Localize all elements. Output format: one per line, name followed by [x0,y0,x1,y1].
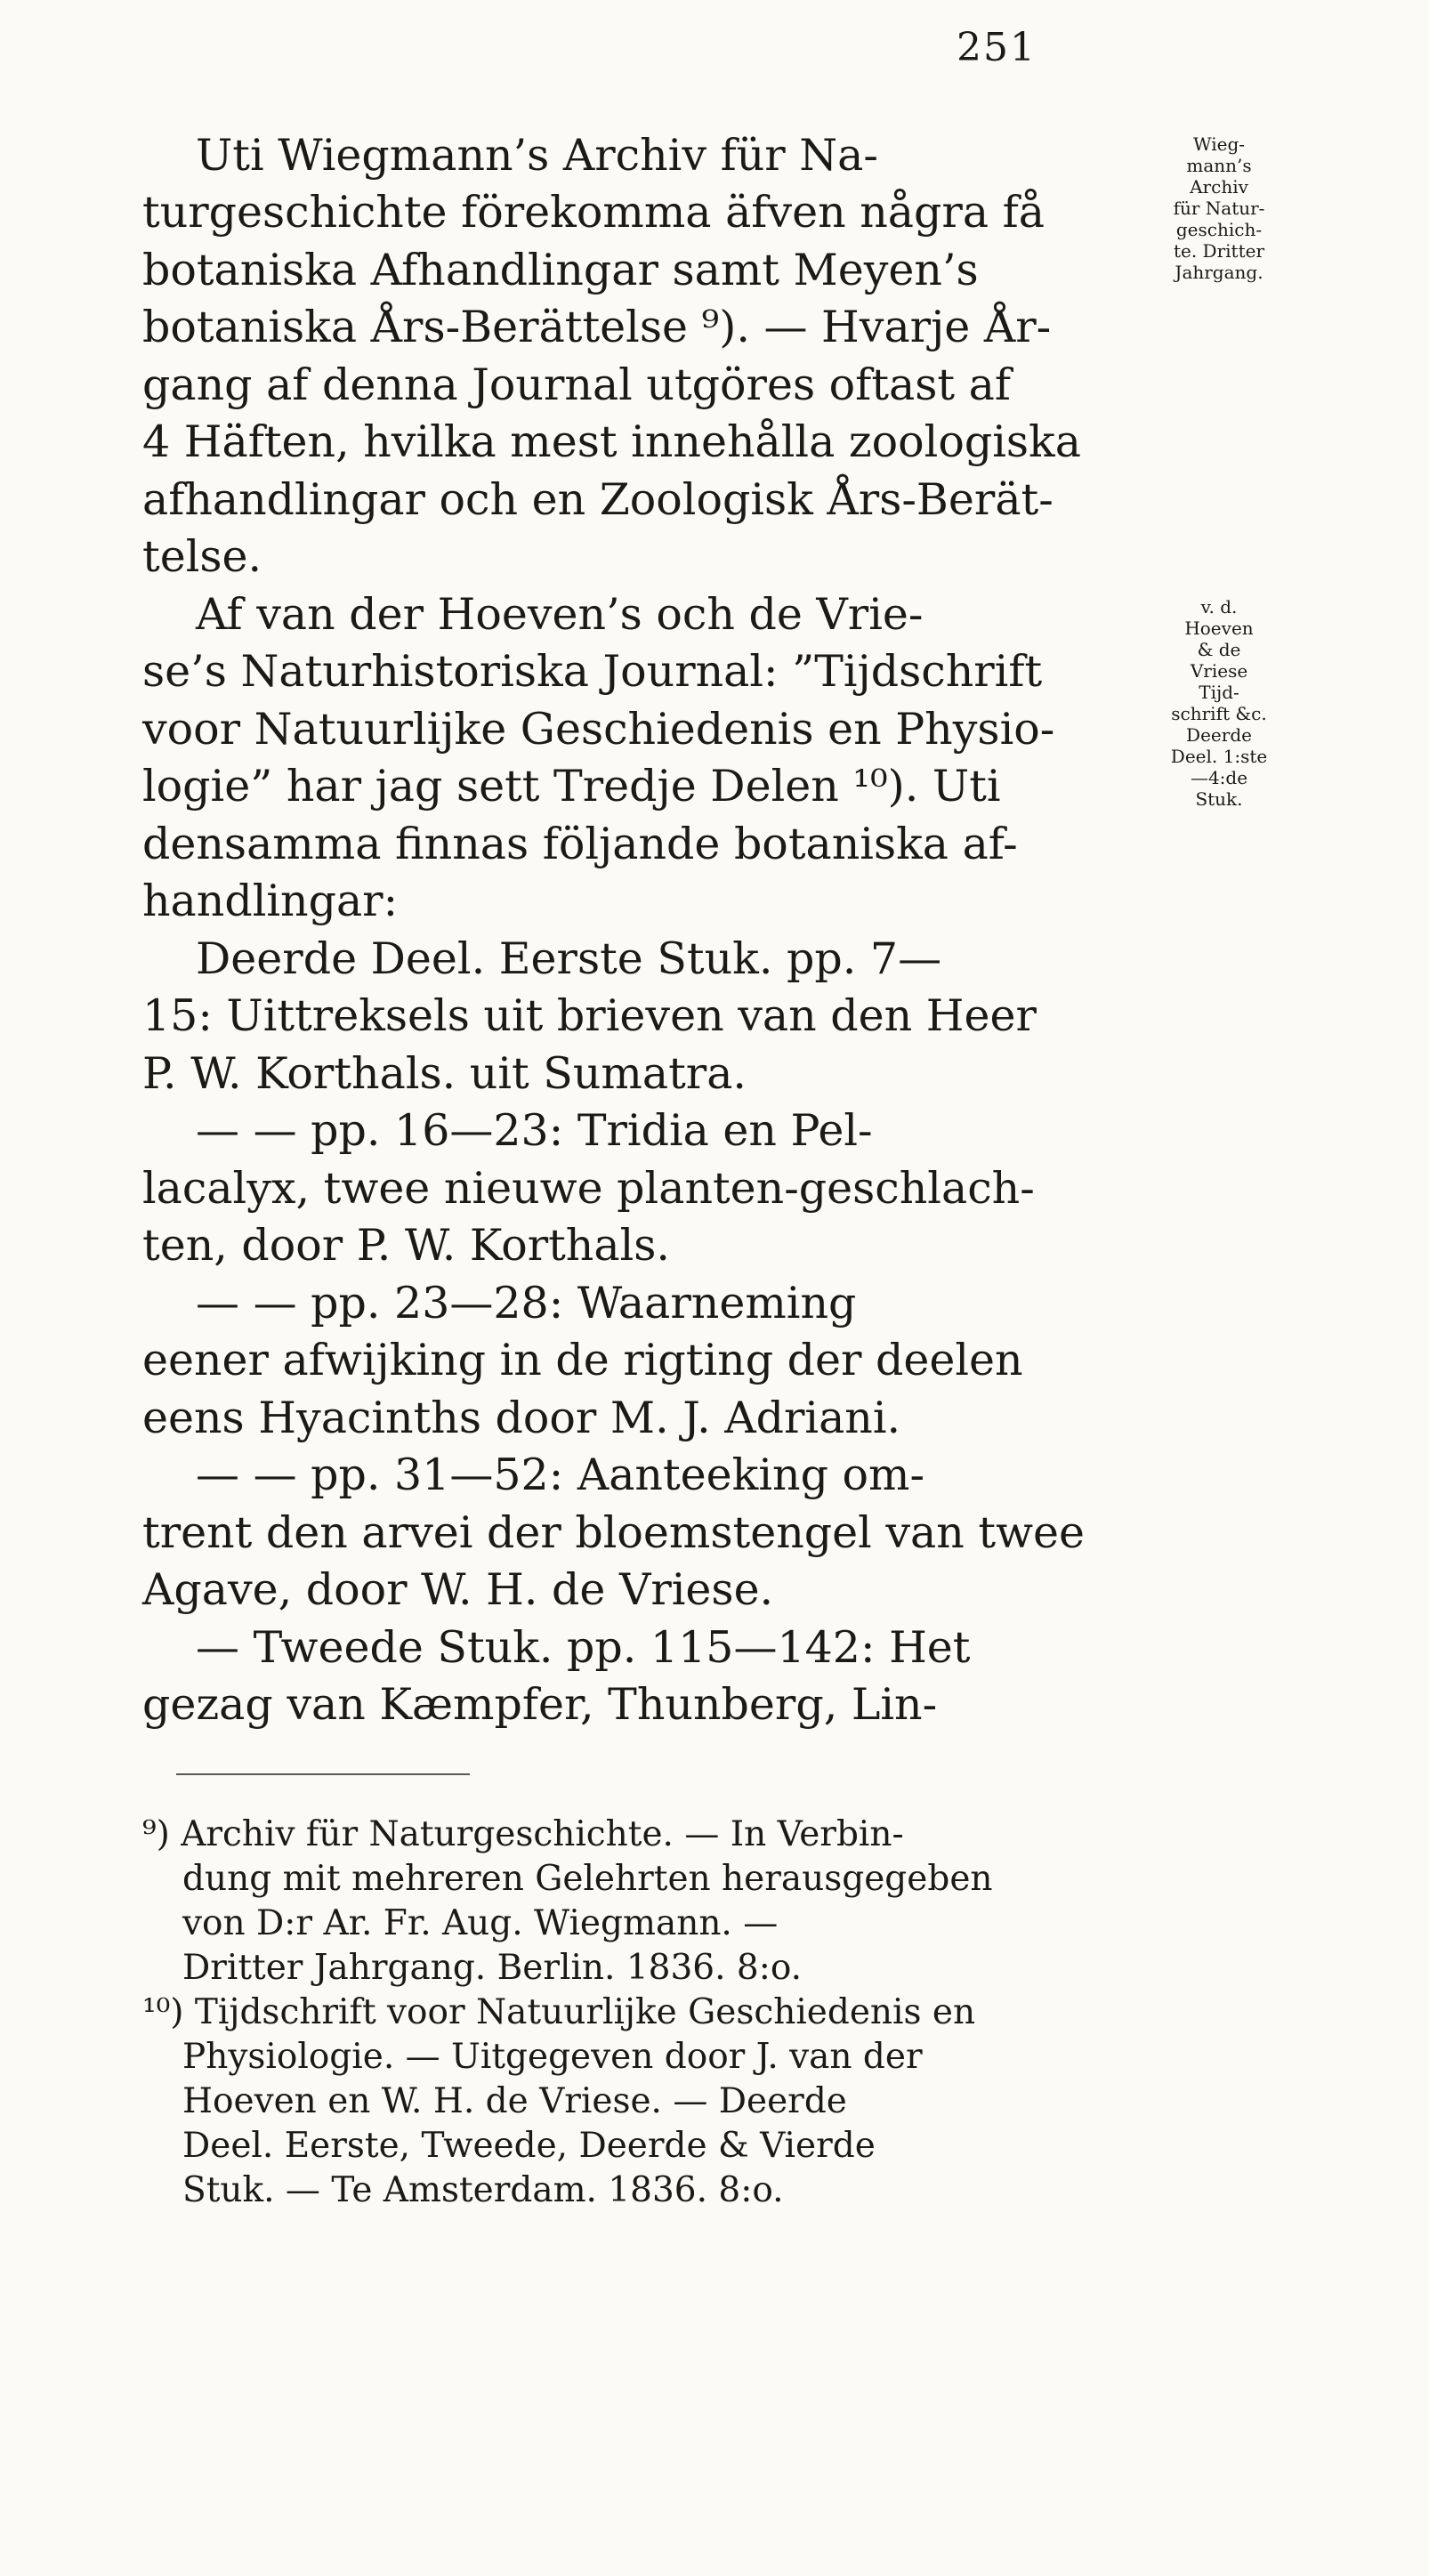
body-line: voor Natuurlijke Geschiedenis en Physio- [142,704,1055,755]
body-line: telse. [142,531,262,582]
body-line: Deerde Deel. Eerste Stuk. pp. 7— [196,933,942,984]
footnote-separator [176,1773,470,1775]
footnote-line: Deel. Eerste, Tweede, Deerde & Vierde [182,2126,876,2166]
body-line: lacalyx, twee nieuwe planten-geschlach- [142,1163,1035,1214]
body-line: turgeschichte förekomma äfven några få [142,187,1045,238]
margin-note: Wieg- mann’s Archiv für Natur- geschich- te. Dritter Jahrgang. [1173,133,1265,283]
footnote-line: von D:r Ar. Fr. Aug. Wiegmann. — [182,1903,779,1943]
body-line: 15: Uittreksels uit brieven van den Heer [142,990,1037,1041]
body-line: handlingar: [142,876,399,926]
body-line: eens Hyacinths door M. J. Adriani. [142,1393,901,1443]
footnote-line: Stuk. — Te Amsterdam. 1836. 8:o. [182,2170,784,2210]
body-line: — — pp. 16—23: Tridia en Pel- [196,1105,873,1156]
footnote-line: dung mit mehreren Gelehrten herausgegeben [182,1859,993,1899]
page-number: 251 [957,25,1037,70]
body-line: Uti Wiegmann’s Archiv für Na- [196,130,878,181]
body-line: botaniska Afhandlingar samt Meyen’s [142,245,979,295]
body-line: P. W. Korthals. uit Sumatra. [142,1048,747,1099]
body-line: — — pp. 23—28: Waarneming [196,1278,857,1328]
body-line: — — pp. 31—52: Aanteeking om- [196,1450,925,1500]
footnote-line: Physiologie. — Uitgegeven door J. van der [182,2037,923,2077]
body-line: afhandlingar och en Zoologisk Års-Berät- [142,474,1054,525]
footnote-line: ¹⁰) Tijdschrift voor Natuurlijke Geschiedenis en [142,1992,976,2032]
body-line: trent den arvei der bloemstengel van twee [142,1507,1086,1558]
footnote-line: Hoeven en W. H. de Vriese. — Deerde [182,2081,847,2121]
footnote-line: Dritter Jahrgang. Berlin. 1836. 8:o. [182,1948,803,1988]
body-line: gezag van Kæmpfer, Thunberg, Lin- [142,1679,938,1730]
footnote-line: ⁹) Archiv für Naturgeschichte. — In Verbin- [142,1814,904,1854]
body-line: Agave, door W. H. de Vriese. [142,1564,774,1615]
body-line: densamma finnas följande botaniska af- [142,819,1018,869]
body-line: Af van der Hoeven’s och de Vrie- [196,589,924,640]
body-line: botaniska Års-Berättelse ⁹). — Hvarje År- [142,302,1052,352]
body-line: 4 Häften, hvilka mest innehålla zoologiska [142,416,1081,467]
margin-note: v. d. Hoeven & de Vriese Tijd- schrift &c. Deerde Deel. 1:ste —4:de Stuk. [1170,596,1268,810]
body-line: gang af denna Journal utgöres oftast af [142,359,1011,410]
body-line: se’s Naturhistoriska Journal: ”Tijdschrift [142,646,1043,697]
body-line: — Tweede Stuk. pp. 115—142: Het [196,1622,971,1673]
body-line: ten, door P. W. Korthals. [142,1220,670,1271]
body-line: eener afwijking in de rigting der deelen [142,1335,1023,1385]
body-line: logie” har jag sett Tredje Delen ¹⁰). Uti [142,761,1001,812]
